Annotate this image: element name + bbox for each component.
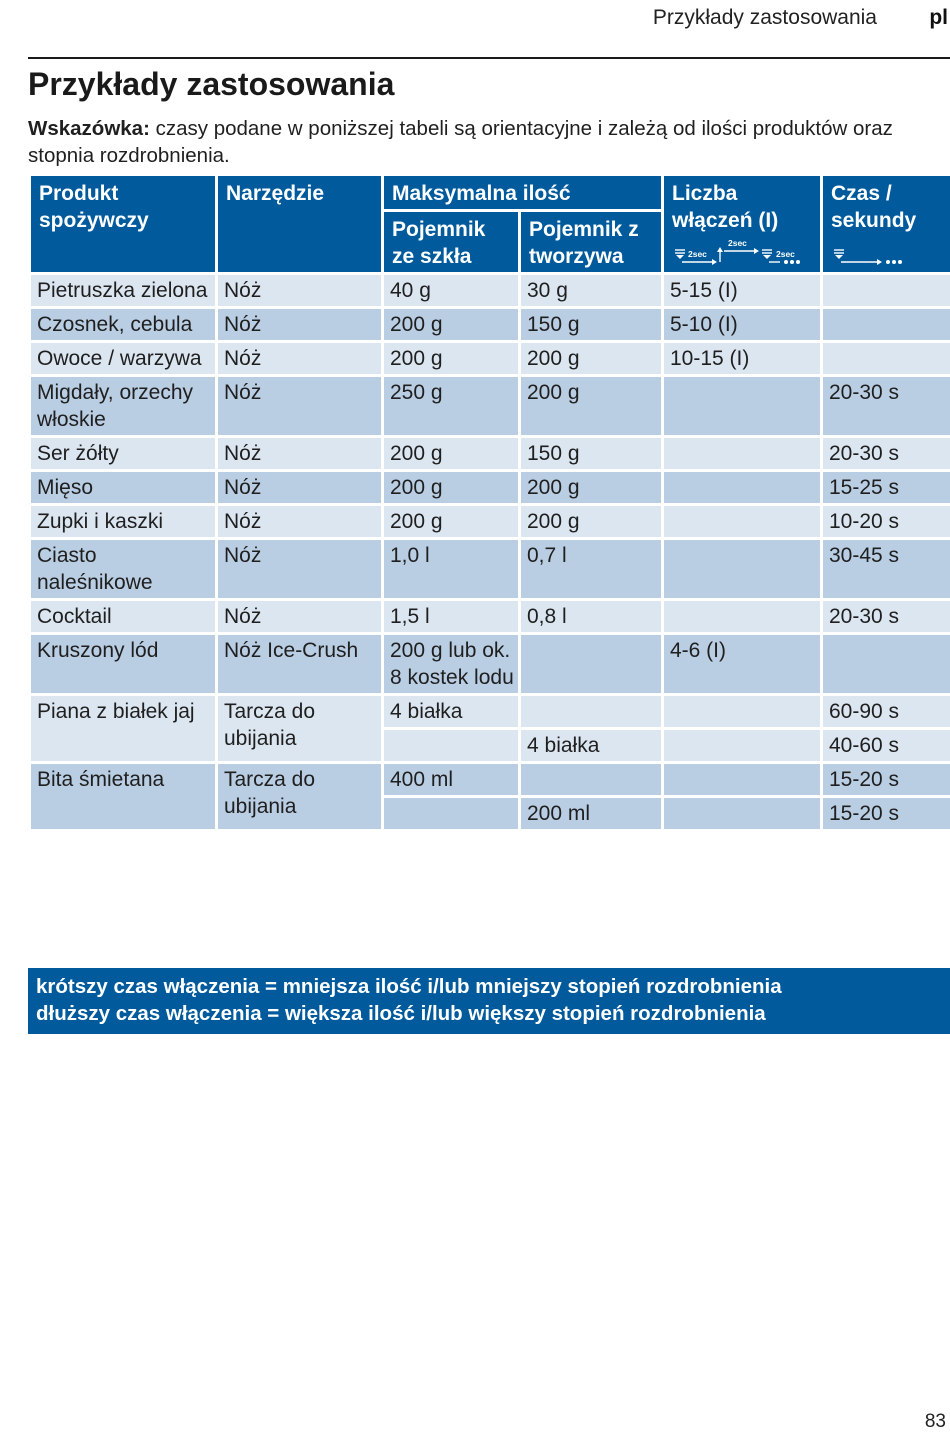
cell-pulses [663, 376, 822, 437]
pulse-icon-label-left: 2sec [688, 249, 707, 259]
table-row [30, 600, 950, 634]
cell-tool: Nóż [217, 600, 383, 634]
cell-pulses [663, 539, 822, 600]
cell-time: 20-30 s [822, 600, 950, 634]
cell-product: Cocktail [30, 600, 217, 634]
cell-glass [383, 729, 520, 763]
cell-glass: 200 g [383, 342, 520, 376]
cell-pulses [663, 729, 822, 763]
table-header-row [30, 175, 950, 211]
header-divider [28, 57, 950, 59]
table-row [30, 695, 950, 729]
cell-plastic: 150 g [520, 437, 663, 471]
cell-tool: Nóż [217, 471, 383, 505]
cell-product: Pietruszka zielona [30, 274, 217, 308]
header-time-label: Czas / sekundy [831, 182, 917, 232]
cell-tool: Nóż [217, 437, 383, 471]
cell-plastic: 4 białka [520, 729, 663, 763]
cell-tool: Tarcza do ubijania [217, 695, 383, 763]
usage-table [28, 173, 950, 832]
footer-note [28, 968, 950, 1034]
cell-pulses [663, 505, 822, 539]
cell-time: 60-90 s [822, 695, 950, 729]
table-row [30, 634, 950, 695]
header-tool: Narzędzie [217, 175, 383, 274]
cell-plastic: 200 g [520, 471, 663, 505]
cell-time [822, 634, 950, 695]
cell-glass: 4 białka [383, 695, 520, 729]
cell-glass: 200 g lub ok. 8 kostek lodu [383, 634, 520, 695]
cell-pulses [663, 437, 822, 471]
cell-time: 15-20 s [822, 763, 950, 797]
cell-pulses [663, 600, 822, 634]
cell-plastic: 150 g [520, 308, 663, 342]
cell-plastic: 0,8 l [520, 600, 663, 634]
note-paragraph [28, 115, 948, 169]
cell-pulses: 5-10 (I) [663, 308, 822, 342]
table-row [30, 437, 950, 471]
cell-product: Ser żółty [30, 437, 217, 471]
cell-tool: Nóż [217, 308, 383, 342]
cell-plastic: 200 g [520, 376, 663, 437]
language-code: pl [929, 6, 948, 29]
cell-glass [383, 797, 520, 831]
pulse-icon-label-mid: 2sec [728, 238, 747, 248]
page-number: 83 [924, 1411, 946, 1432]
header-glass: Pojemnik ze szkła [383, 211, 520, 274]
cell-time: 20-30 s [822, 437, 950, 471]
cell-glass: 200 g [383, 437, 520, 471]
cell-tool: Nóż [217, 274, 383, 308]
cell-glass: 200 g [383, 471, 520, 505]
cell-pulses: 5-15 (I) [663, 274, 822, 308]
cell-pulses: 10-15 (I) [663, 342, 822, 376]
header-time [822, 175, 950, 274]
cell-product: Zupki i kaszki [30, 505, 217, 539]
cell-product: Migdały, orzechy włoskie [30, 376, 217, 437]
cell-time [822, 274, 950, 308]
cell-tool: Nóż [217, 539, 383, 600]
cell-tool: Nóż [217, 376, 383, 437]
cell-product: Czosnek, cebula [30, 308, 217, 342]
cell-product: Bita śmietana [30, 763, 217, 831]
cell-glass: 1,5 l [383, 600, 520, 634]
cell-product: Ciasto naleśnikowe [30, 539, 217, 600]
continuous-mode-icon [831, 236, 911, 266]
cell-plastic: 200 ml [520, 797, 663, 831]
cell-product: Mięso [30, 471, 217, 505]
cell-glass: 250 g [383, 376, 520, 437]
cell-glass: 200 g [383, 505, 520, 539]
cell-plastic: 30 g [520, 274, 663, 308]
table-row [30, 274, 950, 308]
header-pulses [663, 175, 822, 274]
cell-time: 10-20 s [822, 505, 950, 539]
cell-time [822, 342, 950, 376]
pulse-mode-icon [672, 236, 807, 266]
cell-plastic [520, 763, 663, 797]
cell-plastic: 200 g [520, 505, 663, 539]
header-max-quantity: Maksymalna ilość [383, 175, 663, 211]
cell-tool: Nóż [217, 505, 383, 539]
note-label: Wskazówka: [28, 117, 150, 140]
cell-time: 40-60 s [822, 729, 950, 763]
cell-pulses [663, 471, 822, 505]
header-plastic: Pojemnik z tworzywa [520, 211, 663, 274]
header-product: Produkt spożywczy [30, 175, 217, 274]
cell-plastic: 0,7 l [520, 539, 663, 600]
cell-product: Owoce / warzywa [30, 342, 217, 376]
footer-note-line-2: dłuższy czas włączenia = większa ilość i/lub większy stopień rozdrobnienia [36, 1002, 766, 1025]
cell-glass: 1,0 l [383, 539, 520, 600]
note-text: czasy podane w poniższej tabeli są orientacyjne i zależą od ilości produktów oraz stopnia rozdrobnienia. [28, 117, 893, 167]
page-title: Przykłady zastosowania [28, 66, 395, 102]
footer-note-line-1: krótszy czas włączenia = mniejsza ilość i/lub mniejszy stopień rozdrobnienia [36, 975, 782, 998]
cell-time: 20-30 s [822, 376, 950, 437]
cell-glass: 40 g [383, 274, 520, 308]
cell-product: Kruszony lód [30, 634, 217, 695]
cell-pulses [663, 763, 822, 797]
table-row [30, 471, 950, 505]
cell-time: 15-25 s [822, 471, 950, 505]
table-row [30, 539, 950, 600]
cell-time: 30-45 s [822, 539, 950, 600]
cell-plastic [520, 634, 663, 695]
cell-tool: Tarcza do ubijania [217, 763, 383, 831]
cell-plastic [520, 695, 663, 729]
cell-time [822, 308, 950, 342]
cell-time: 15-20 s [822, 797, 950, 831]
table-row [30, 376, 950, 437]
table-row [30, 342, 950, 376]
cell-product: Piana z białek jaj [30, 695, 217, 763]
cell-plastic: 200 g [520, 342, 663, 376]
cell-pulses: 4-6 (I) [663, 634, 822, 695]
running-header [28, 6, 950, 30]
running-title: Przykłady zastosowania [652, 6, 877, 29]
pulse-icon-label-right: 2sec [776, 249, 795, 259]
cell-pulses [663, 797, 822, 831]
cell-tool: Nóż [217, 342, 383, 376]
cell-pulses [663, 695, 822, 729]
cell-glass: 200 g [383, 308, 520, 342]
table-row [30, 505, 950, 539]
header-pulses-label: Liczba włączeń (I) [672, 182, 779, 232]
cell-tool: Nóż Ice-Crush [217, 634, 383, 695]
table-row [30, 763, 950, 797]
cell-glass: 400 ml [383, 763, 520, 797]
table-row [30, 308, 950, 342]
